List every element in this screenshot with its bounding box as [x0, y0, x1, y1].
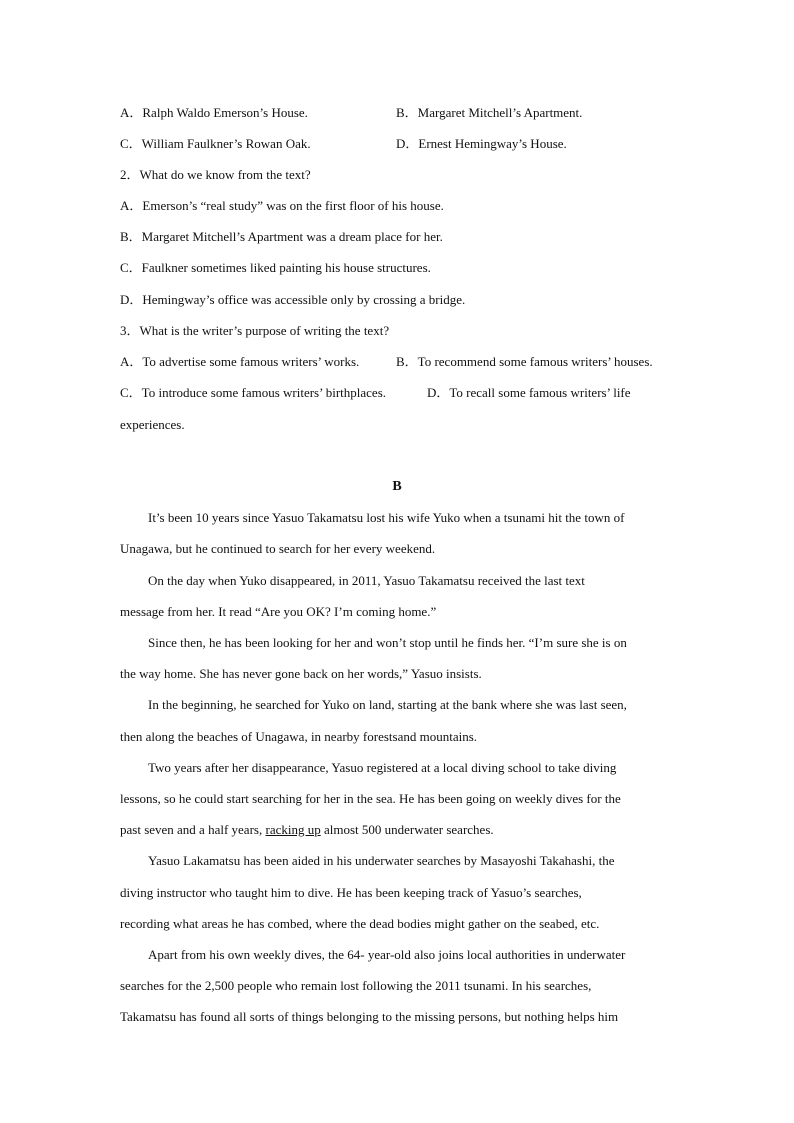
passage-line: diving instructor who taught him to dive. He has been keeping track of Yasuo’s searches, [120, 885, 582, 900]
q2-option-c: C．Faulkner sometimes liked painting his house structures. [120, 260, 431, 275]
passage-line: In the beginning, he searched for Yuko on land, starting at the bank where she was last seen, [148, 697, 627, 712]
passage-line: searches for the 2,500 people who remain lost following the 2011 tsunami. In his searches, [120, 978, 592, 993]
passage-line: Unagawa, but he continued to search for her every weekend. [120, 541, 436, 556]
passage-line: On the day when Yuko disappeared, in 2011, Yasuo Takamatsu received the last text [148, 573, 585, 588]
passage-line: Apart from his own weekly dives, the 64- year-old also joins local authorities in underwater [148, 947, 626, 962]
q1-option-a: A．Ralph Waldo Emerson’s House. [120, 105, 308, 120]
q3-option-b: B．To recommend some famous writers’ houses. [396, 354, 653, 369]
q3-option-c: C．To introduce some famous writers’ birthplaces. [120, 385, 387, 400]
passage-line: Takamatsu has found all sorts of things belonging to the missing persons, but nothing helps him [120, 1009, 619, 1024]
q2-option-d: D．Hemingway’s office was accessible only by crossing a bridge. [120, 292, 466, 307]
passage-text: past seven and a half years, [120, 822, 266, 837]
passage-line: recording what areas he has combed, where the dead bodies might gather on the seabed, etc. [120, 916, 600, 931]
passage-line [120, 821, 494, 839]
q1-option-d: D．Ernest Hemingway’s House. [396, 136, 567, 151]
section-heading: B [392, 479, 402, 494]
q2-option-a: A．Emerson’s “real study” was on the first floor of his house. [120, 198, 444, 213]
passage-line: Since then, he has been looking for her and won’t stop until he finds her. “I’m sure she is on [148, 635, 627, 650]
q3-option-d-continued: experiences. [120, 417, 185, 432]
passage-line: the way home. She has never gone back on her words,” Yasuo insists. [120, 666, 482, 681]
passage-text: almost 500 underwater searches. [320, 822, 494, 837]
q3-question: 3．What is the writer’s purpose of writing the text? [120, 323, 390, 338]
passage-line: Two years after her disappearance, Yasuo registered at a local diving school to take diving [148, 760, 617, 775]
q3-option-a: A．To advertise some famous writers’ works. [120, 354, 360, 369]
passage-line: It’s been 10 years since Yasuo Takamatsu lost his wife Yuko when a tsunami hit the town of [148, 510, 625, 525]
q1-option-b: B．Margaret Mitchell’s Apartment. [396, 105, 583, 120]
passage-line: lessons, so he could start searching for her in the sea. He has been going on weekly dives for the [120, 791, 621, 806]
passage-line: Yasuo Lakamatsu has been aided in his underwater searches by Masayoshi Takahashi, the [148, 853, 615, 868]
q2-option-b: B．Margaret Mitchell’s Apartment was a dream place for her. [120, 229, 443, 244]
q1-option-c: C．William Faulkner’s Rowan Oak. [120, 136, 311, 151]
passage-line: message from her. It read “Are you OK? I’m coming home.” [120, 604, 437, 619]
q3-option-d: D．To recall some famous writers’ life [427, 385, 631, 400]
passage-line: then along the beaches of Unagawa, in nearby forestsand mountains. [120, 729, 478, 744]
q2-question: 2．What do we know from the text? [120, 167, 311, 182]
underlined-phrase: racking up [265, 822, 321, 837]
